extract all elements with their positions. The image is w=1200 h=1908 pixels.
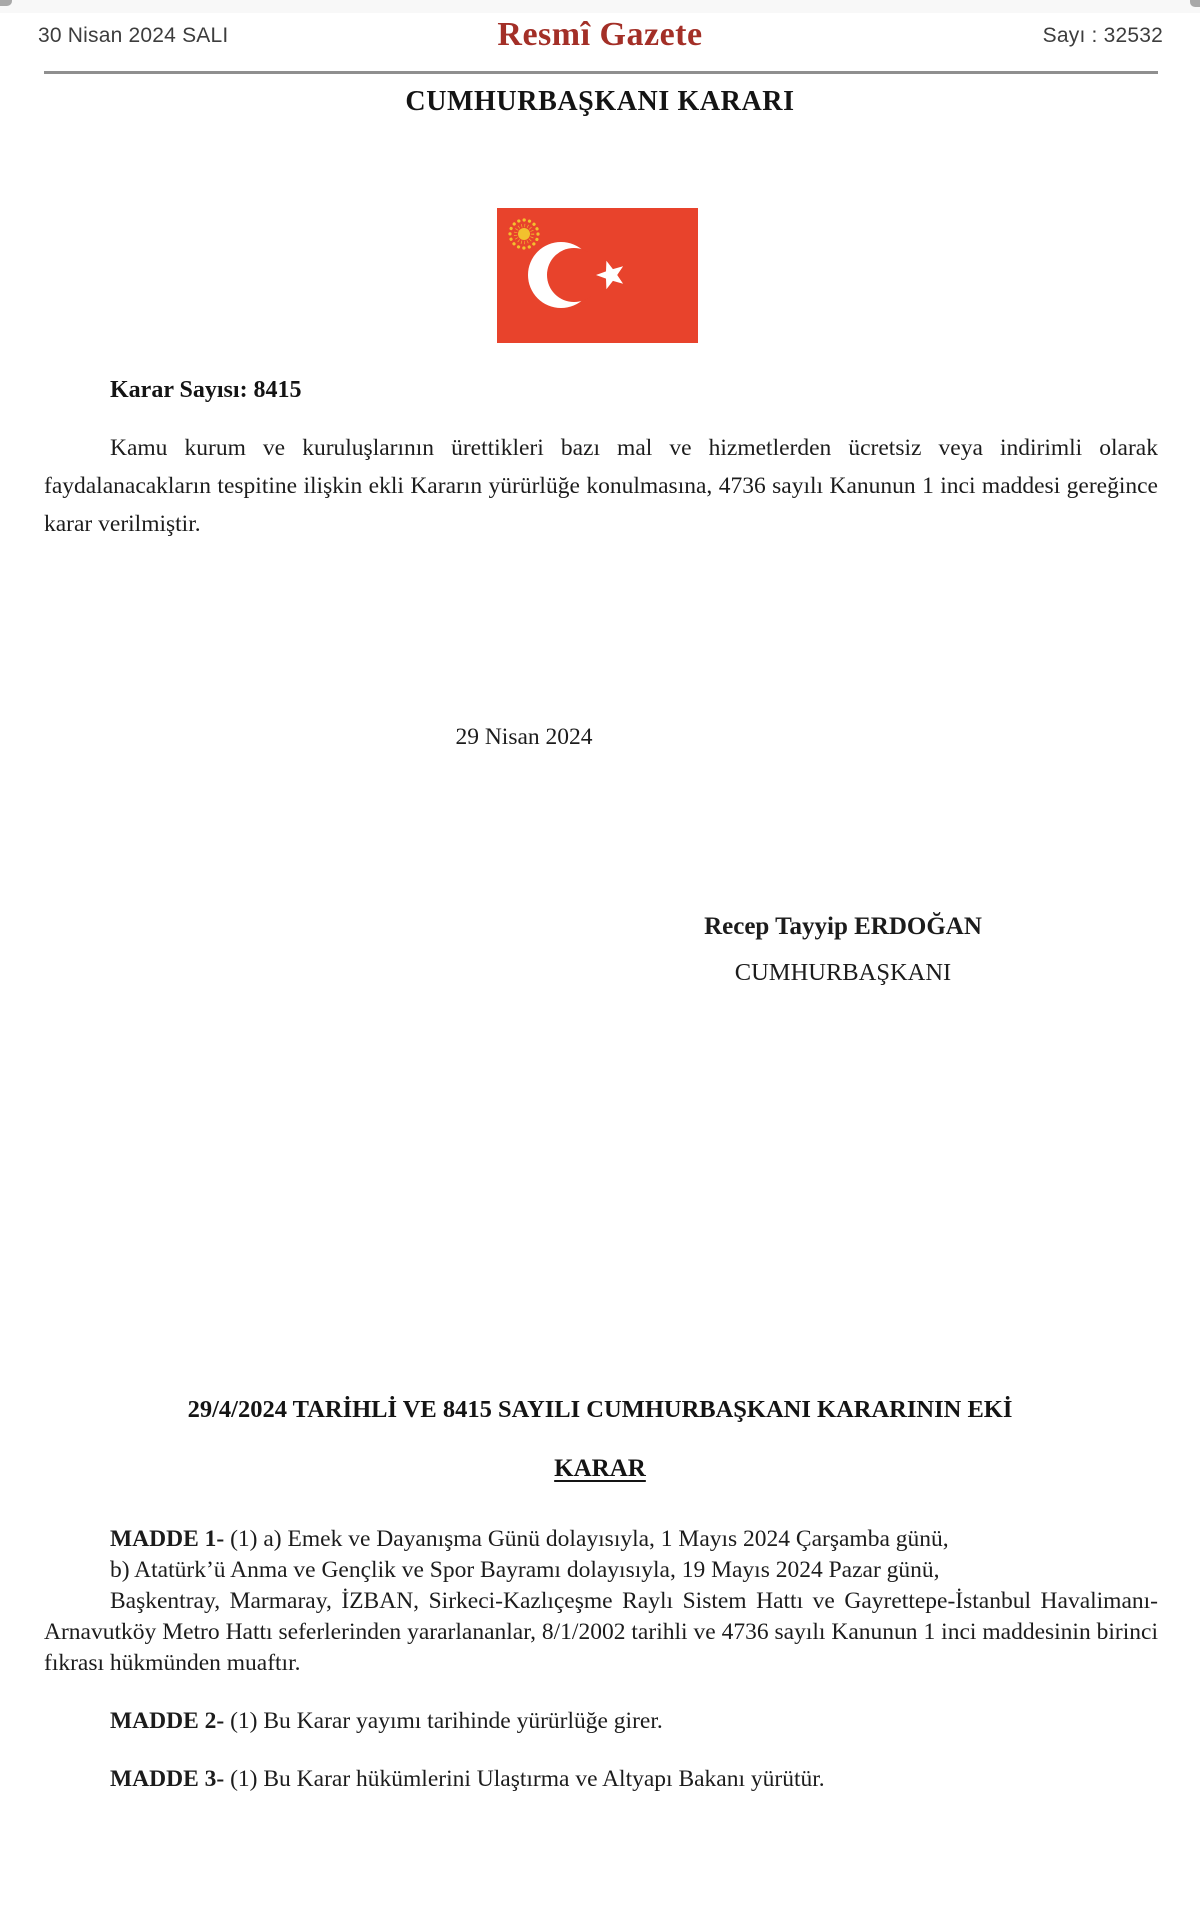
flag-svg xyxy=(497,208,698,343)
annex-articles xyxy=(44,1524,1158,1795)
article-1b xyxy=(44,1555,1158,1586)
article-2-text: (1) Bu Karar yayımı tarihinde yürürlüğe girer. xyxy=(224,1708,663,1734)
decision-date: 29 Nisan 2024 xyxy=(455,724,593,750)
scan-edge-strip xyxy=(0,0,1200,13)
article-1-closing-text: Başkentray, Marmaray, İZBAN, Sirkeci-Kazlıçeşme Raylı Sistem Hattı ve Gayrettepe-İstanbul Havalimanı-Arnavutköy Metro Hattı seferlerinden yararlananlar, 8/1/2002 tarihli ve 4736 sayılı Kanunun 1 inci maddesinin birinci fıkrası hükmünden muaftır. xyxy=(44,1588,1158,1676)
article-1b-text: b) Atatürk’ü Anma ve Gençlik ve Spor Bayramı dolayısıyla, 19 Mayıs 2024 Pazar günü, xyxy=(110,1557,940,1583)
header-issue-number: Sayı : 32532 xyxy=(1042,24,1163,47)
article-3-label: MADDE 3- xyxy=(110,1766,225,1792)
decision-body-paragraph: Kamu kurum ve kuruluşlarının ürettikleri bazı mal ve hizmetlerden ücretsiz veya indirimli olarak faydalanacakların tespitine ilişkin ekli Kararın yürürlüğe konulmasına, 4736 sayılı Kanunun 1 inci maddesi gereğince karar verilmiştir. xyxy=(44,435,1158,537)
header-date: 30 Nisan 2024 SALI xyxy=(38,24,229,47)
header-divider xyxy=(44,71,1158,74)
signer-title: CUMHURBAŞKANI xyxy=(734,959,952,986)
document-title: CUMHURBAŞKANI KARARI xyxy=(405,86,795,117)
signature-block xyxy=(600,912,1086,988)
annex-subheading-text: KARAR xyxy=(554,1455,646,1482)
annex-heading: 29/4/2024 TARİHLİ VE 8415 SAYILI CUMHURBAŞKANI KARARININ EKİ xyxy=(187,1396,1013,1423)
gazette-masthead: Resmî Gazete xyxy=(497,16,703,53)
annex-subheading xyxy=(44,1455,1156,1483)
article-1-closing xyxy=(44,1586,1158,1679)
decision-number: Karar Sayısı: 8415 xyxy=(110,377,302,403)
signer-name: Recep Tayyip ERDOĞAN xyxy=(704,913,982,940)
article-1a-text: (1) a) Emek ve Dayanışma Günü dolayısıyla, 1 Mayıs 2024 Çarşamba günü, xyxy=(224,1526,949,1552)
article-3-text: (1) Bu Karar hükümlerini Ulaştırma ve Altyapı Bakanı yürütür. xyxy=(224,1766,825,1792)
article-2 xyxy=(44,1706,1158,1737)
article-1-label: MADDE 1- xyxy=(110,1526,225,1552)
turkish-presidential-flag-icon xyxy=(497,208,698,343)
scan-corner-artifact-right xyxy=(1190,0,1200,7)
article-3 xyxy=(44,1764,1158,1795)
article-2-label: MADDE 2- xyxy=(110,1708,225,1734)
article-1a xyxy=(44,1524,1158,1555)
